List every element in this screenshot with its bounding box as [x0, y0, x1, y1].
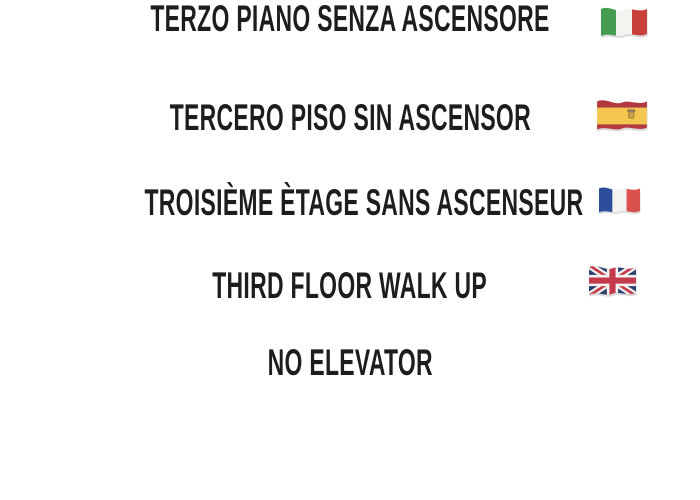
spain-crest: [628, 110, 635, 118]
italy-flag-icon: [600, 2, 648, 42]
sign-line-french: [10, 184, 690, 221]
sign-line-french-text: TROISIÈME ÈTAGE SANS ASCENSEUR: [144, 182, 584, 223]
sign-line-spanish-text: TERCERO PISO SIN ASCENSOR: [169, 97, 531, 138]
sign-line-english-text: THIRD FLOOR WALK UP: [212, 265, 488, 306]
sign-line-italian: [10, 0, 690, 37]
sign-line-italian-text: TERZO PIANO SENZA ASCENSORE: [150, 0, 550, 39]
sign-line-no-elevator-text: NO ELEVATOR: [267, 342, 433, 383]
uk-flag-icon: [588, 261, 637, 300]
sign-line-no-elevator: [10, 344, 690, 381]
spain-flag-icon: [596, 95, 648, 135]
sign-line-spanish: [10, 99, 690, 136]
france-flag-icon: [598, 184, 641, 217]
